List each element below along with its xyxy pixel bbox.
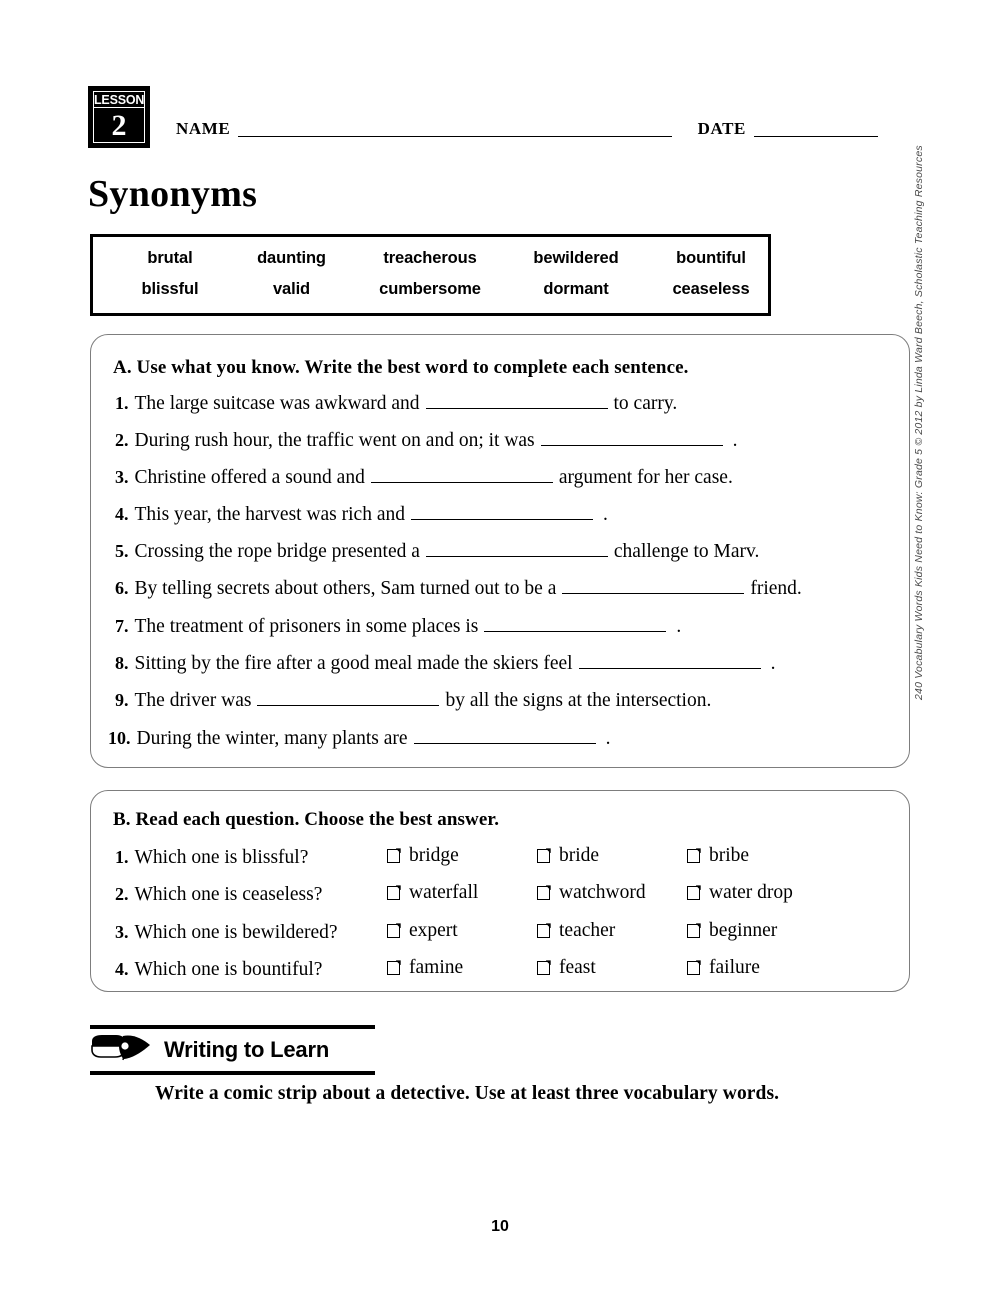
choice-row-3 bbox=[115, 920, 837, 944]
checkbox-icon[interactable] bbox=[537, 849, 550, 863]
choice-option[interactable] bbox=[687, 882, 837, 904]
item-text-after: challenge to Marv. bbox=[613, 541, 760, 562]
checkbox-icon[interactable] bbox=[687, 849, 700, 863]
item-text-before: The large suitcase was awkward and bbox=[134, 393, 420, 414]
pen-nib-icon bbox=[90, 1033, 152, 1066]
word-bank bbox=[90, 234, 771, 316]
section-b-instructions: Read each question. Choose the best answer. bbox=[135, 809, 500, 830]
item-text-after: to carry. bbox=[613, 393, 678, 414]
word-bank-item: ceaseless bbox=[672, 280, 750, 298]
choice-option[interactable] bbox=[537, 920, 687, 942]
word-bank-item: cumbersome bbox=[379, 280, 481, 298]
word-bank-item: bountiful bbox=[676, 249, 746, 267]
answer-blank-8[interactable] bbox=[579, 654, 761, 669]
checkbox-icon[interactable] bbox=[387, 886, 400, 900]
writing-to-learn-body bbox=[90, 1029, 375, 1069]
item-text-before: Sitting by the fire after a good meal made the skiers feel bbox=[134, 653, 573, 674]
divider-bottom bbox=[90, 1071, 375, 1075]
item-number: 5. bbox=[115, 541, 129, 561]
choice-label: feast bbox=[559, 957, 596, 978]
item-text-after: . bbox=[603, 504, 608, 525]
item-text-before: The treatment of prisoners in some places is bbox=[134, 616, 479, 637]
choice-row-4 bbox=[115, 957, 837, 981]
page-number: 10 bbox=[491, 1218, 509, 1235]
fill-in-item-9 bbox=[115, 690, 711, 712]
item-number: 7. bbox=[115, 616, 129, 636]
item-text-after: . bbox=[676, 616, 682, 637]
choice-option[interactable] bbox=[687, 920, 837, 942]
choice-label: water drop bbox=[709, 882, 793, 903]
fill-in-item-2 bbox=[115, 430, 738, 452]
choice-option[interactable] bbox=[537, 845, 687, 867]
section-b-heading bbox=[113, 809, 499, 831]
answer-blank-7[interactable] bbox=[484, 617, 666, 632]
item-text-before: By telling secrets about others, Sam turned out to be a bbox=[134, 578, 557, 599]
word-bank-item: bewildered bbox=[533, 249, 619, 267]
word-bank-row-2 bbox=[111, 274, 750, 305]
item-text-before: During the winter, many plants are bbox=[136, 728, 408, 749]
writing-prompt: Write a comic strip about a detective. Use at least three vocabulary words. bbox=[155, 1083, 780, 1104]
word-bank-item: treacherous bbox=[383, 249, 477, 267]
item-number: 6. bbox=[115, 578, 129, 598]
answer-blank-9[interactable] bbox=[257, 691, 439, 706]
word-bank-item: daunting bbox=[257, 249, 326, 267]
item-text-before: During rush hour, the traffic went on and on; it was bbox=[134, 430, 535, 451]
lesson-badge bbox=[88, 86, 150, 148]
answer-blank-10[interactable] bbox=[414, 729, 596, 744]
choice-label: bridge bbox=[409, 845, 459, 866]
choice-row-1 bbox=[115, 845, 837, 869]
choice-label: famine bbox=[409, 957, 464, 978]
choice-question bbox=[115, 922, 387, 944]
item-text-before: Crossing the rope bridge presented a bbox=[134, 541, 420, 562]
section-a-instructions: Use what you know. Write the best word to complete each sentence. bbox=[136, 357, 689, 378]
choice-label: expert bbox=[409, 920, 458, 941]
choice-option[interactable] bbox=[537, 882, 687, 904]
writing-to-learn-block bbox=[90, 1025, 375, 1075]
answer-blank-4[interactable] bbox=[411, 505, 593, 520]
item-text-after: . bbox=[770, 653, 776, 674]
choice-label: bride bbox=[559, 845, 600, 866]
answer-blank-6[interactable] bbox=[562, 579, 744, 594]
choice-label: failure bbox=[709, 957, 760, 978]
choice-question bbox=[115, 884, 387, 906]
checkbox-icon[interactable] bbox=[387, 849, 400, 863]
item-text-after: . bbox=[732, 430, 738, 451]
fill-in-item-4 bbox=[115, 504, 608, 526]
choice-label: teacher bbox=[559, 920, 616, 941]
lesson-badge-word: LESSON bbox=[94, 93, 145, 107]
choice-option[interactable] bbox=[387, 845, 537, 867]
answer-blank-3[interactable] bbox=[371, 468, 553, 483]
choice-label: beginner bbox=[709, 920, 778, 941]
item-number: 4. bbox=[115, 959, 129, 979]
name-label: NAME bbox=[176, 119, 231, 138]
word-bank-item: dormant bbox=[543, 280, 609, 298]
choice-label: bribe bbox=[709, 845, 750, 866]
word-bank-row-1 bbox=[111, 243, 750, 274]
date-input-line[interactable] bbox=[754, 136, 878, 137]
name-date-row bbox=[176, 119, 878, 140]
fill-in-item-1 bbox=[115, 393, 677, 415]
item-number: 2. bbox=[115, 430, 129, 450]
item-number: 10. bbox=[108, 728, 131, 748]
answer-blank-5[interactable] bbox=[426, 542, 608, 557]
item-text-after: friend. bbox=[750, 578, 802, 599]
checkbox-icon[interactable] bbox=[687, 924, 700, 938]
item-text-before: Christine offered a sound and bbox=[134, 467, 365, 488]
item-text-after: by all the signs at the intersection. bbox=[445, 690, 712, 711]
lesson-badge-inner bbox=[93, 91, 145, 143]
item-number: 4. bbox=[115, 504, 129, 524]
word-bank-item: blissful bbox=[141, 280, 199, 298]
item-number: 9. bbox=[115, 690, 129, 710]
choice-option[interactable] bbox=[387, 882, 537, 904]
date-label: DATE bbox=[697, 119, 746, 138]
choice-label: waterfall bbox=[409, 882, 479, 903]
choice-question bbox=[115, 959, 387, 981]
item-number: 1. bbox=[115, 847, 129, 867]
item-text-after: . bbox=[605, 728, 611, 749]
name-input-line[interactable] bbox=[238, 136, 671, 137]
choice-option[interactable] bbox=[387, 957, 537, 979]
question-text: Which one is ceaseless? bbox=[134, 884, 323, 905]
section-a-letter: A. bbox=[113, 357, 132, 378]
checkbox-icon[interactable] bbox=[387, 961, 400, 975]
question-text: Which one is blissful? bbox=[134, 847, 309, 868]
checkbox-icon[interactable] bbox=[537, 924, 550, 938]
item-text-before: The driver was bbox=[134, 690, 252, 711]
answer-blank-2[interactable] bbox=[541, 431, 723, 446]
fill-in-item-7 bbox=[115, 616, 681, 638]
checkbox-icon[interactable] bbox=[387, 924, 400, 938]
checkbox-icon[interactable] bbox=[687, 886, 700, 900]
page-title: Synonyms bbox=[88, 173, 258, 215]
item-number: 2. bbox=[115, 884, 129, 904]
fill-in-item-3 bbox=[115, 467, 733, 489]
choice-option[interactable] bbox=[687, 845, 837, 867]
section-a-heading bbox=[113, 357, 689, 379]
item-number: 3. bbox=[115, 922, 129, 942]
fill-in-item-8 bbox=[115, 653, 775, 675]
fill-in-item-5 bbox=[115, 541, 759, 563]
item-number: 8. bbox=[115, 653, 129, 673]
word-bank-item: valid bbox=[272, 280, 311, 298]
fill-in-item-6 bbox=[115, 578, 802, 600]
choice-label: watchword bbox=[559, 882, 646, 903]
checkbox-icon[interactable] bbox=[537, 886, 550, 900]
date-group bbox=[698, 119, 878, 140]
choice-option[interactable] bbox=[687, 957, 837, 979]
fill-in-item-10 bbox=[108, 728, 610, 750]
checkbox-icon[interactable] bbox=[687, 961, 700, 975]
choice-question bbox=[115, 847, 387, 869]
copyright-credit: 240 Vocabulary Words Kids Need to Know: Grade 5 © 2012 by Linda Ward Beech, Scholastic Teaching Resources bbox=[913, 145, 925, 700]
item-text-after: argument for her case. bbox=[558, 467, 733, 488]
section-b-letter: B. bbox=[113, 809, 131, 830]
page-header bbox=[88, 86, 878, 152]
item-number: 3. bbox=[115, 467, 129, 487]
choice-option[interactable] bbox=[387, 920, 537, 942]
item-text-before: This year, the harvest was rich and bbox=[134, 504, 405, 525]
question-text: Which one is bountiful? bbox=[134, 959, 323, 980]
lesson-badge-number: 2 bbox=[111, 109, 127, 142]
question-text: Which one is bewildered? bbox=[134, 922, 338, 943]
item-number: 1. bbox=[115, 393, 129, 413]
writing-to-learn-title: Writing to Learn bbox=[164, 1036, 330, 1062]
word-bank-item: brutal bbox=[147, 249, 193, 267]
choice-option[interactable] bbox=[537, 957, 687, 979]
checkbox-icon[interactable] bbox=[537, 961, 550, 975]
answer-blank-1[interactable] bbox=[426, 394, 608, 409]
choice-row-2 bbox=[115, 882, 837, 906]
